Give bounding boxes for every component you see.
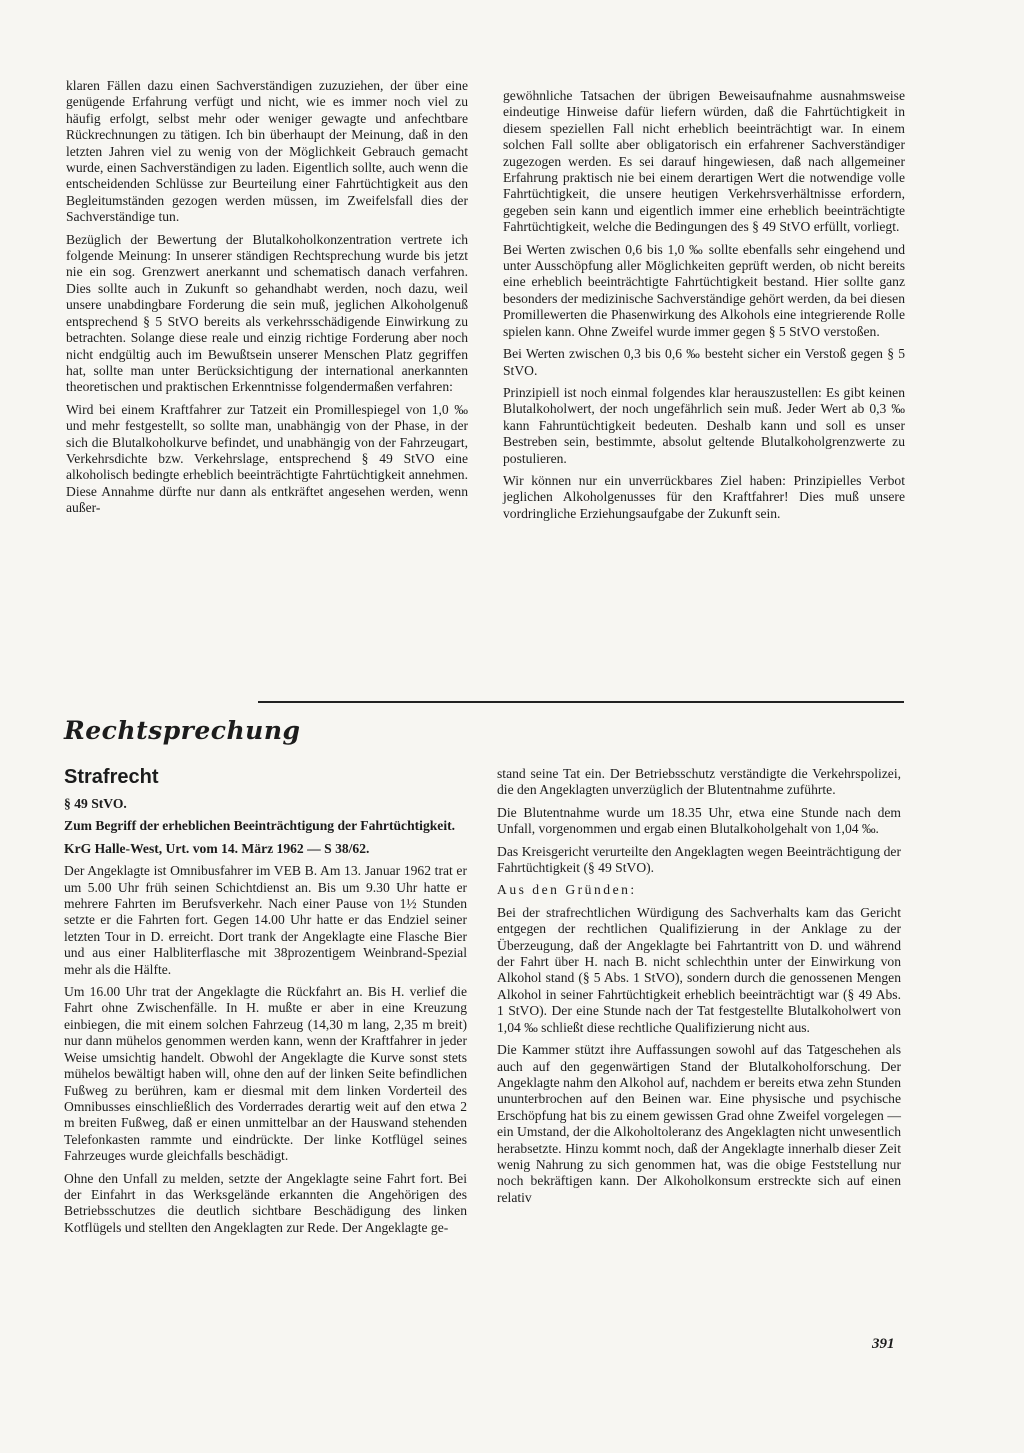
page-number: 391 — [872, 1336, 895, 1352]
paragraph: stand seine Tat ein. Der Betriebsschutz verständigte die Verkehrspolizei, die den Angeklagten unverzüglich der Blutentnahme zuführte. — [497, 766, 901, 798]
paragraph: Bei der strafrechtlichen Würdigung des Sachverhalts kam das Gericht entgegen der rechtlichen Qualifizierung in der Anklage zu der Überzeugung, daß der Angeklagte bei Fahrtantritt von D. und während der Fahrt über H. nach B. nicht schlechthin unter der Einwirkung von Alkohol stand (§ 5 Abs. 1 StVO), sondern durch die genossenen Mengen Alkohol in seiner Fahrtüchtigkeit erheblich beeinträchtigt war (§ 49 Abs. 1 StVO). Der eine Stunde nach der Tat festgestellte Blutalkoholwert von 1,04 ‰ schließt diese rechtliche Qualifizierung nicht aus. — [497, 904, 901, 1035]
paragraph: Bezüglich der Bewertung der Blutalkoholkonzentration vertrete ich folgende Meinung: In unserer ständigen Rechtsprechung wurde bis jetzt nie ein sog. Grenzwert anerkannt und schematisch danach verfahren. Dies sollte auch in Zukunft so gehandhabt werden, noch dazu, weil unsere unabdingbare Forderung die sein muß, jeglichen Alkoholgenuß entsprechend § 5 StVO bereits als verkehrsschädigende Einwirkung zu betrachten. Solange diese reale und einzig richtige Forderung aber noch nicht endgültig auch im Bewußtsein unserer Menschen Platz gegriffen hat, sollte man unter Berücksichtigung der international anerkannten theoretischen und praktischen Erkenntnisse folgendermaßen verfahren: — [66, 231, 468, 395]
paragraph: Wird bei einem Kraftfahrer zur Tatzeit ein Promillespiegel von 1,0 ‰ und mehr festgestellt, so sollte man, unabhängig von der Phase, in der sich die Blutalkoholkurve befindet, und unabhängig von der Fahrzeugart, Verkehrsdichte bzw. Verkehrslage, entsprechend § 49 StVO eine alkoholisch bedingte erheblich beeinträchtigte Fahrtüchtigkeit annehmen. Diese Annahme dürfte nur dann als entkräftet angesehen werden, wenn außer- — [66, 401, 468, 516]
section-divider — [258, 701, 904, 703]
subsection-heading: Strafrecht — [64, 766, 159, 788]
paragraph: Die Blutentnahme wurde um 18.35 Uhr, etwa eine Stunde nach dem Unfall, vorgenommen und ergab einen Blutalkoholgehalt von 1,04 ‰. — [497, 804, 901, 837]
paragraph: Ohne den Unfall zu melden, setzte der Angeklagte seine Fahrt fort. Bei der Einfahrt in das Werksgelände erkannten die Angehörigen des Betriebsschutzes die deutlich sichtbare Beschädigung des linken Kotflügels und stellten den Angeklagten zur Rede. Der Angeklagte ge- — [64, 1170, 467, 1235]
article-column-right-top — [503, 88, 905, 528]
paragraph: Prinzipiell ist noch einmal folgendes klar herauszustellen: Es gibt keinen Blutalkoholwert, der noch ungefährlich sein muß. Jeder Wert ab 0,3 ‰ kann Fahruntüchtigkeit bedeuten. Deshalb kann und soll es unser Bestreben sein, bestimmte, absolut geltende Blutalkoholgrenzwerte zu postulieren. — [503, 384, 905, 466]
paragraph: Um 16.00 Uhr trat der Angeklagte die Rückfahrt an. Bis H. verlief die Fahrt ohne Zwischenfälle. In H. mußte er aber in eine Kreuzung einbiegen, die mit einem solchen Fahrzeug (14,30 m lang, 2,35 m breit) nur dann mühelos genommen werden kann, wenn der Kraftfahrer in jeder Weise umsichtig handelt. Obwohl der Angeklagte die Kurve sonst stets mühelos bewältigt haben will, ohne den auf der linken Seite befindlichen Fußweg zu berühren, kam er diesmal mit dem linken Vorderteil des Omnibusses einschließlich des Vorderrades derartig weit auf den etwa 2 m breiten Fußweg, daß er einen unmittelbar an der Hauswand stehenden Telefonkasten rammte und eindrückte. Der linke Kotflügel seines Fahrzeuges wurde gleichfalls beschädigt. — [64, 984, 467, 1164]
paragraph: gewöhnliche Tatsachen der übrigen Beweisaufnahme ausnahmsweise eindeutige Hinweise dafür liefern würden, daß die Fahrtüchtigkeit in diesem speziellen Fall nicht erheblich beeinträchtigt war. In einem solchen Fall sollte aber obligatorisch ein erfahrener Sachverständiger zugezogen werden. Es sei darauf hingewiesen, daß nach allgemeiner Erfahrung praktisch nie bei einem derartigen Wert die notwendige volle Fahrtüchtigkeit, die unsere heutigen Verkehrsverhältnisse erfordern, gegeben sein kann und eigentlich immer eine erheblich beeinträchtigte Fahrtüchtigkeit, welche die Bedingungen des § 49 StVO erfüllt, vorliegt. — [503, 88, 905, 235]
article-column-left-top — [66, 78, 468, 523]
case-paragraph-ref: § 49 StVO. — [64, 796, 127, 811]
paragraph: klaren Fällen dazu einen Sachverständigen zuzuziehen, der über eine genügende Erfahrung verfügt und nicht, wie es immer noch viel zu häufig erfolgt, selbst mehr oder weniger gewagte und anfechtbare Rückrechnungen zu tätigen. Ich bin überhaupt der Meinung, daß in den letzten Jahren viel zu wenig von der Möglichkeit Gebrauch gemacht wurde, einen Sachverständigen zu laden. Eigentlich sollte, auch wenn die entscheidenden Schlüsse zur Beurteilung einer Fahrtüchtigkeit aus den Begleitumständen gezogen werden müssen, im Zweifelsfall dies der Sachverständige tun. — [66, 78, 468, 225]
paragraph: Die Kammer stützt ihre Auffassungen sowohl auf das Tatgeschehen als auch auf den gegenwärtigen Stand der Blutalkoholforschung. Der Angeklagte nahm den Alkohol auf, nachdem er bereits etwa zehn Stunden ununterbrochen auf den Beinen war. Eine physische und psychische Erschöpfung hat bis zu einem gewissen Grad ohne Zweifel vorgelegen — ein Umstand, der die Alkoholtoleranz des Angeklagten nicht unwesentlich herabsetzte. Hinzu kommt noch, daß der Angeklagte innerhalb dieser Zeit wenig Nahrung zu sich genommen hat, was die obige Feststellung nur noch bekräftigen kann. Der Alkoholkonsum erstreckte sich auf einen relativ — [497, 1042, 901, 1205]
case-column-left — [64, 796, 467, 1242]
paragraph: Bei Werten zwischen 0,6 bis 1,0 ‰ sollte ebenfalls sehr eingehend und unter Ausschöpfung aller Möglichkeiten geprüft werden, ob nicht bereits eine erheblich beeinträchtigte Fahrtüchtigkeit bestand. Hier sollte ganz besonders der medizinische Sachverständige gehört werden, da bei diesen Promillewerten die Phasenwirkung des Alkohols eine integrierende Rolle spielen kann. Ohne Zweifel wurde immer gegen § 5 StVO verstoßen. — [503, 241, 906, 339]
paragraph: Der Angeklagte ist Omnibusfahrer im VEB B. Am 13. Januar 1962 trat er um 5.00 Uhr früh seinen Schichtdienst an. Bis um 9.30 Uhr hatte er mehrere Fahrten im Berufsverkehr. Nach einer Pause von 1½ Stunden setzte er die Fahrten fort. Gegen 14.00 Uhr hatte er das Endziel seiner letzten Tour in D. erreicht. Dort trank der Angeklagte eine Flasche Bier und aus einer Halbliterflasche mit 38prozentigem Weinbrand-Spezial mehr als die Hälfte. — [64, 863, 467, 977]
paragraph: Wir können nur ein unverrückbares Ziel haben: Prinzipielles Verbot jeglichen Alkoholgenusses für den Kraftfahrer! Dies muß unsere vordringliche Erziehungsaufgabe der Zukunft sein. — [503, 472, 905, 521]
case-court-citation: KrG Halle-West, Urt. vom 14. März 1962 — S 38/62. — [64, 840, 370, 856]
section-heading: Rechtsprechung — [64, 716, 301, 745]
reasons-heading: Aus den Gründen: — [497, 882, 637, 898]
paragraph: Bei Werten zwischen 0,3 bis 0,6 ‰ besteht sicher ein Verstoß gegen § 5 StVO. — [503, 346, 905, 378]
case-column-right — [497, 766, 901, 1212]
case-headnote: Zum Begriff der erheblichen Beeinträchtigung der Fahrtüchtigkeit. — [64, 818, 456, 834]
paragraph: Das Kreisgericht verurteilte den Angeklagten wegen Beeinträchtigung der Fahrtüchtigkeit (§ 49 StVO). — [497, 843, 901, 876]
